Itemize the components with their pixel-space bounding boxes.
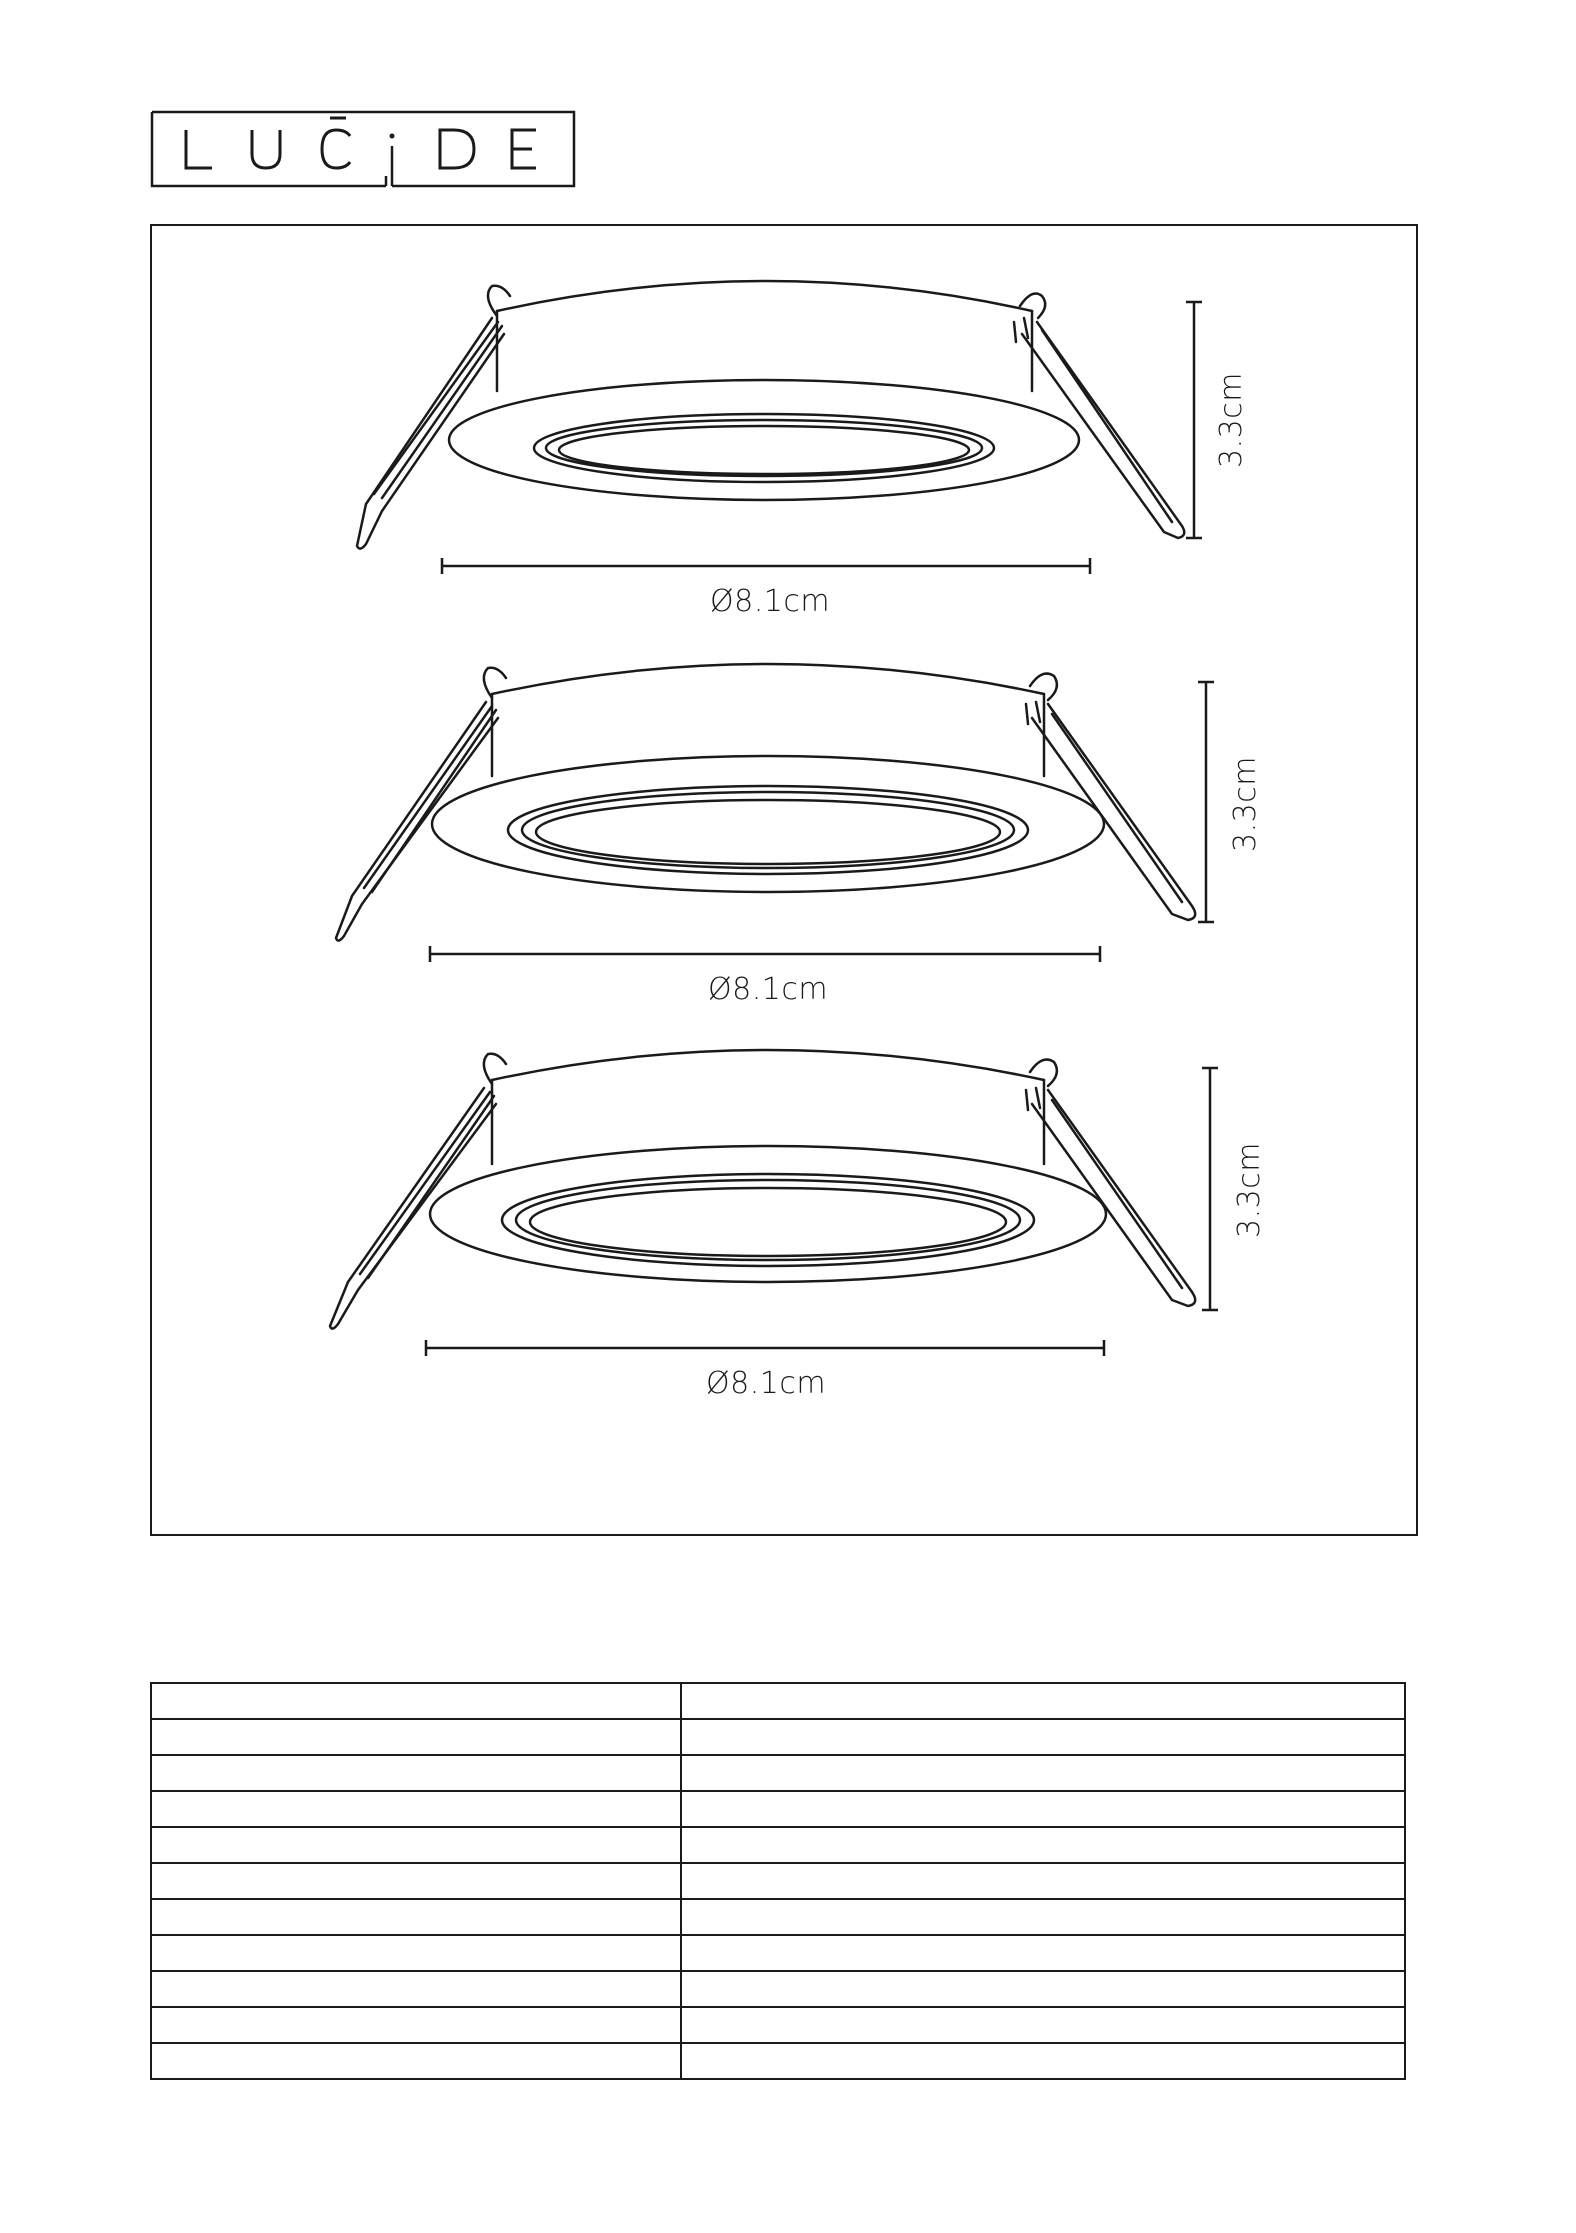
spec-value-cell [681,1971,1405,2007]
table-row [151,1899,1405,1935]
spec-value-cell [681,1683,1405,1719]
diameter-label: Ø8.1cm [710,584,831,619]
spec-label-cell [151,2007,681,2043]
fixture-drawing-2 [152,606,1416,1006]
brand-logo [150,110,576,188]
table-row [151,1791,1405,1827]
diameter-label: Ø8.1cm [708,972,829,1007]
spec-label-cell [151,1971,681,2007]
spec-label-cell [151,1683,681,1719]
spec-label-cell [151,2043,681,2079]
spec-label-cell [151,1719,681,1755]
table-row [151,2043,1405,2079]
spec-value-cell [681,1827,1405,1863]
spec-label-cell [151,1755,681,1791]
height-label: 3.3cm [1214,372,1249,468]
table-row [151,1827,1405,1863]
height-label: 3.3cm [1232,1142,1267,1238]
diameter-label: Ø8.1cm [706,1366,827,1401]
specification-table-body [151,1683,1405,2079]
spec-label-cell [151,1827,681,1863]
table-row [151,1935,1405,1971]
table-row [151,1971,1405,2007]
table-row [151,1683,1405,1719]
lucide-logo-mark [150,110,576,188]
fixture-drawing-1 [152,226,1416,626]
spec-value-cell [681,1791,1405,1827]
spec-value-cell [681,1863,1405,1899]
specification-table [150,1682,1406,2080]
spec-label-cell [151,1791,681,1827]
spec-label-cell [151,1935,681,1971]
spec-value-cell [681,2043,1405,2079]
spec-value-cell [681,1719,1405,1755]
spec-value-cell [681,2007,1405,2043]
spec-value-cell [681,1935,1405,1971]
table-row [151,1755,1405,1791]
technical-drawing-frame [150,224,1418,1536]
table-row [151,1719,1405,1755]
table-row [151,2007,1405,2043]
height-label: 3.3cm [1228,756,1263,852]
spec-value-cell [681,1899,1405,1935]
recessed-spotlight-sketch [152,996,1416,1416]
fixture-drawing-3 [152,996,1416,1416]
spec-label-cell [151,1899,681,1935]
spec-value-cell [681,1755,1405,1791]
table-row [151,1863,1405,1899]
spec-label-cell [151,1863,681,1899]
recessed-spotlight-sketch [152,606,1416,1006]
